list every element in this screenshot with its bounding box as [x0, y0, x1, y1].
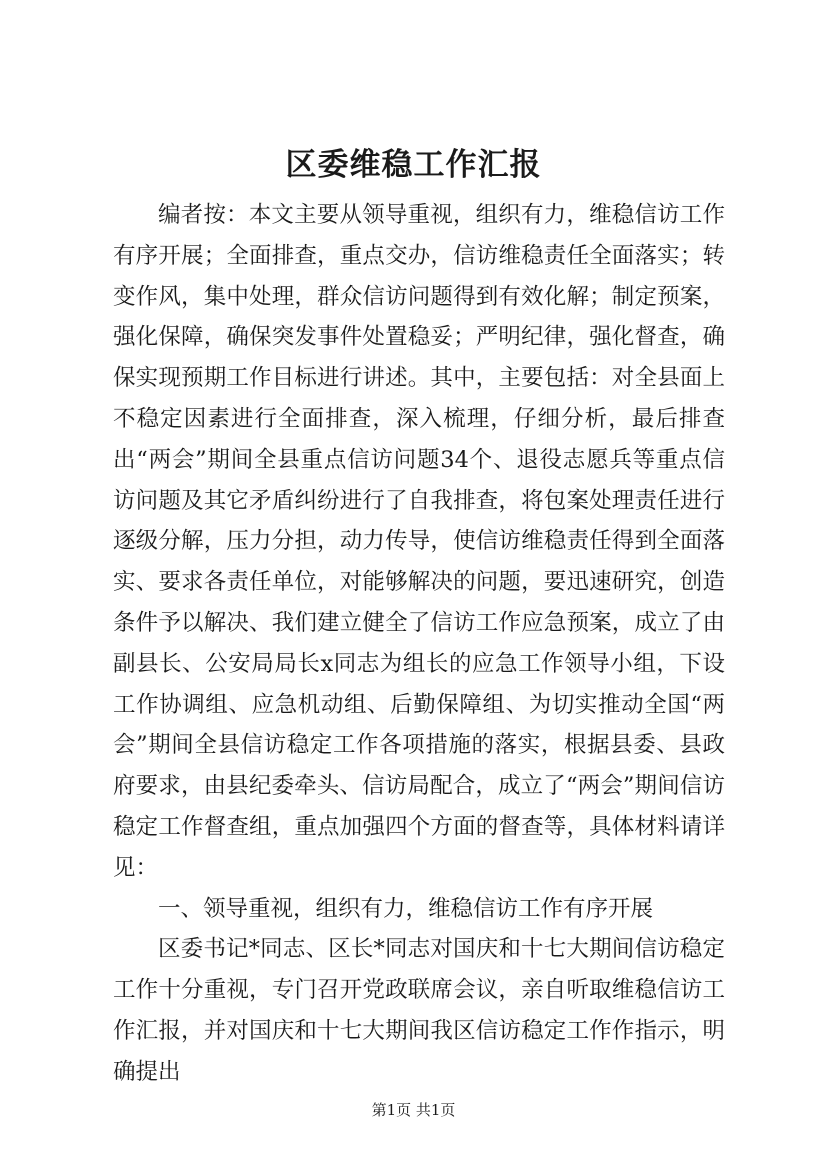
body-paragraph: 区委书记*同志、区长*同志对国庆和十七大期间信访稳定工作十分重视，专门召开党政联席会议，亲自听取维稳信访工作汇报，并对国庆和十七大期间我区信访稳定工作作指示，明确提出 [113, 936, 725, 1085]
document-title: 区委维稳工作汇报 [285, 147, 542, 183]
page-number-footer: 第1页 共1页 [371, 1101, 456, 1119]
editor-note-paragraph: 编者按：本文主要从领导重视，组织有力，维稳信访工作有序开展；全面排查，重点交办，信访维稳责任全面落实；转变作风，集中处理，群众信访问题得到有效化解；制定预案，强化保障，确保突发事件处置稳妥；严明纪律，强化督查，确保实现预期工作目标进行讲述。其中，主要包括：对全县面上不稳定因素进行全面排查，深入梳理，仔细分析，最后排查出“两会”期间全县重点信访问题34个、退役志愿兵等重点信访问题及其它矛盾纠纷进行了自我排查，将包案处理责任进行逐级分解，压力分担，动力传导，使信访维稳责任得到全面落实、要求各责任单位，对能够解决的问题，要迅速研究，创造条件予以解决、我们建立健全了信访工作应急预案，成立了由副县长、公安局局长x同志为组长的应急工作领导小组，下设工作协调组、应急机动组、后勤保障组、为切实推动全国“两会”期间全县信访稳定工作各项措施的落实，根据县委、县政府要求，由县纪委牵头、信访局配合，成立了“两会”期间信访稳定工作督查组，重点加强四个方面的督查等，具体材料请详见： [113, 202, 725, 881]
document-body [113, 195, 725, 1093]
section-heading: 一、领导重视，组织有力，维稳信访工作有序开展 [158, 895, 654, 922]
